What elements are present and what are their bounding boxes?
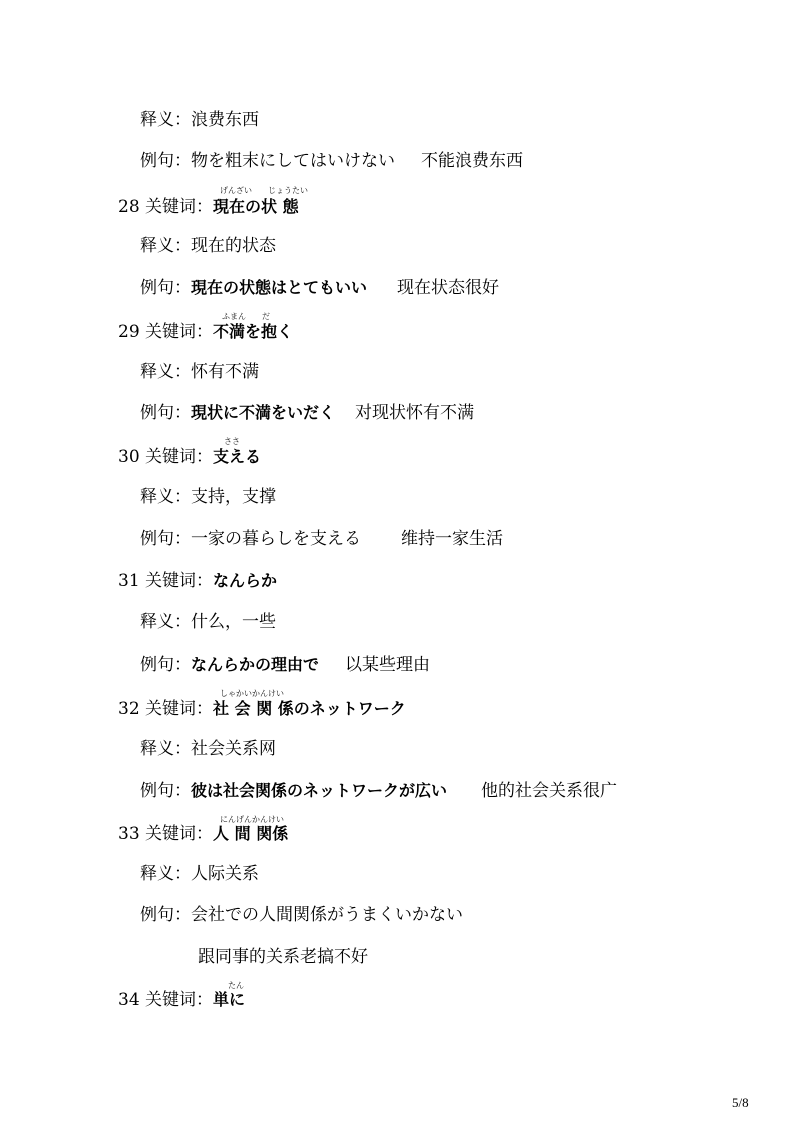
meaning-text: 社会关系网 <box>191 739 276 759</box>
keyword-label: 32 关键词： <box>118 699 214 719</box>
keyword-text: なんらか <box>213 571 278 590</box>
meaning-line <box>140 360 259 384</box>
keyword-line <box>118 822 288 846</box>
meaning-text: 怀有不满 <box>191 362 259 382</box>
meaning-text: 浪费东西 <box>191 110 259 130</box>
keyword-label: 33 关键词： <box>118 824 214 844</box>
example-japanese: 物を粗末にしてはいけない <box>191 151 395 171</box>
keyword-text: 社 会 関 係のネットワーク <box>213 699 406 718</box>
keyword-ruby: しゃかいかんけい <box>220 689 284 698</box>
meaning-line <box>140 485 276 509</box>
keyword-ruby: ささ <box>224 437 240 446</box>
example-chinese: 他的社会关系很广 <box>481 781 618 801</box>
example-chinese: 维持一家生活 <box>401 529 503 549</box>
example-label: 例句： <box>140 403 191 423</box>
example-line <box>140 401 474 425</box>
meaning-label: 释义： <box>140 612 191 632</box>
keyword-ruby: ふまん だ <box>222 312 270 321</box>
meaning-text: 什么，一些 <box>191 612 276 632</box>
example-line <box>140 653 430 677</box>
example-label: 例句： <box>140 781 191 801</box>
keyword-text: 単に <box>213 990 246 1009</box>
example-chinese: 对现状怀有不满 <box>355 403 475 423</box>
example-chinese: 跟同事的关系老搞不好 <box>198 947 368 967</box>
meaning-line <box>140 108 259 132</box>
example-label: 例句： <box>140 151 191 171</box>
example-line <box>140 903 463 927</box>
keyword-line <box>118 697 406 721</box>
example-chinese: 以某些理由 <box>345 655 431 675</box>
keyword-line <box>118 988 245 1012</box>
keyword-line <box>118 320 293 344</box>
example-japanese: 会社での人間関係がうまくいかない <box>191 905 463 925</box>
page-number: 5/8 <box>732 1095 749 1110</box>
meaning-label: 释义： <box>140 362 191 382</box>
keyword-text: 不満を抱く <box>213 322 294 341</box>
keyword-ruby: げんざい じょうたい <box>220 186 308 195</box>
keyword-label: 31 关键词： <box>118 571 214 591</box>
meaning-text: 现在的状态 <box>191 236 276 256</box>
example-japanese: 現在の状態はとてもいい <box>191 278 368 297</box>
example-chinese: 不能浪费东西 <box>421 151 523 171</box>
example-label: 例句： <box>140 278 191 298</box>
meaning-label: 释义： <box>140 236 191 256</box>
example-line <box>140 149 523 173</box>
example-japanese: なんらかの理由で <box>191 655 320 674</box>
example-line <box>140 779 617 803</box>
example-japanese: 一家の暮らしを支える <box>191 529 361 549</box>
meaning-label: 释义： <box>140 864 191 884</box>
example-line <box>140 527 503 551</box>
example-label: 例句： <box>140 905 191 925</box>
meaning-label: 释义： <box>140 110 191 130</box>
keyword-text: 支える <box>213 447 262 466</box>
meaning-text: 支持，支撑 <box>191 487 276 507</box>
meaning-line <box>140 737 276 761</box>
keyword-label: 29 关键词： <box>118 322 214 342</box>
keyword-line <box>118 445 261 469</box>
keyword-line <box>118 195 299 219</box>
example-line <box>140 276 499 300</box>
meaning-text: 人际关系 <box>191 864 259 884</box>
keyword-label: 28 关键词： <box>118 197 214 217</box>
meaning-line <box>140 862 259 886</box>
example-label: 例句： <box>140 529 191 549</box>
example-label: 例句： <box>140 655 191 675</box>
meaning-line <box>140 234 276 258</box>
meaning-label: 释义： <box>140 487 191 507</box>
keyword-text: 人 間 関係 <box>213 824 289 843</box>
example-chinese: 现在状态很好 <box>397 278 500 298</box>
keyword-label: 30 关键词： <box>118 447 214 467</box>
keyword-ruby: たん <box>228 981 244 990</box>
example-japanese: 彼は社会関係のネットワークが広い <box>191 781 448 800</box>
meaning-label: 释义： <box>140 739 191 759</box>
keyword-text: 現在の状 態 <box>213 197 299 216</box>
keyword-label: 34 关键词： <box>118 990 214 1010</box>
example-japanese: 現状に不満をいだく <box>191 403 336 422</box>
keyword-ruby: にんげんかんけい <box>220 815 284 824</box>
meaning-line <box>140 610 276 634</box>
keyword-line <box>118 569 277 593</box>
